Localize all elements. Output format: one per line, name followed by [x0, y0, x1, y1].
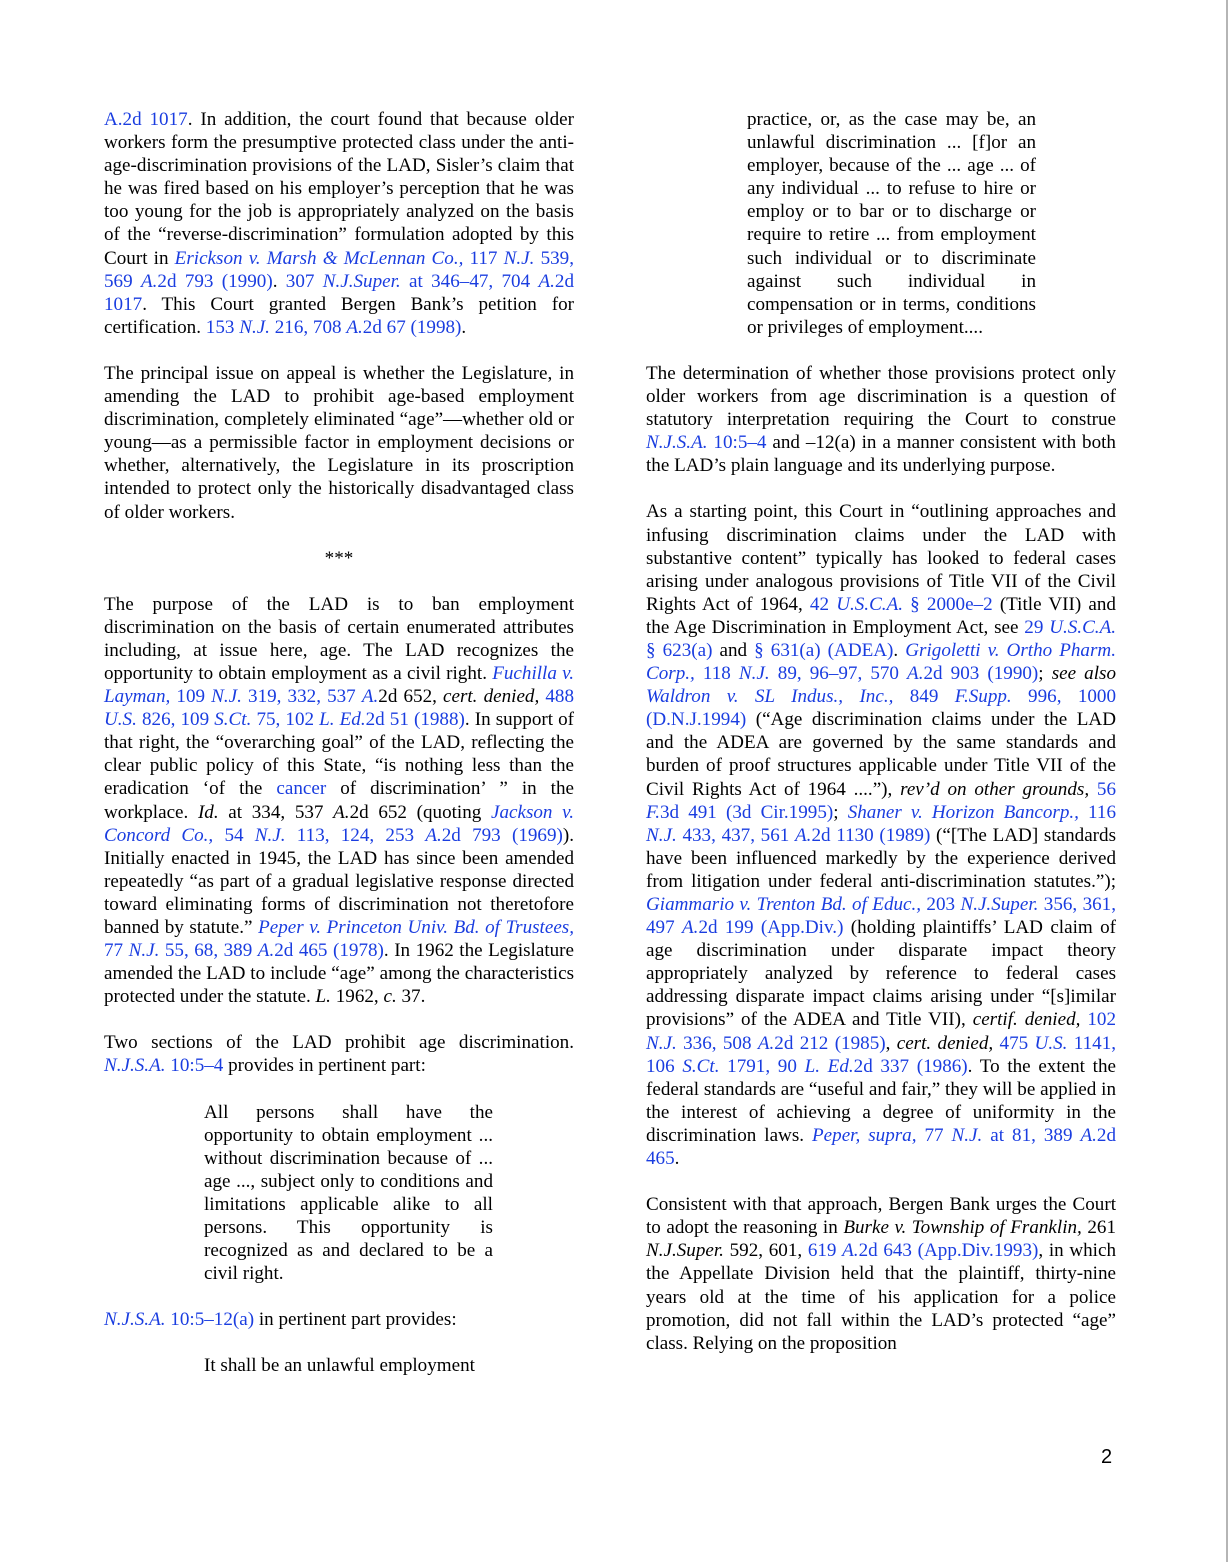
- italic-text: certif. denied,: [972, 1009, 1081, 1031]
- citation-link[interactable]: 2d 67 (1998): [362, 316, 462, 338]
- citation-link[interactable]: F.: [646, 801, 660, 823]
- citation-link[interactable]: 336, 508: [676, 1032, 758, 1054]
- body-text: . In support of that right, the “overarching goal” of the LAD, reflecting the clear public policy of this State, “is nothing less than the eradication ‘of the: [104, 709, 575, 800]
- body-text: (“[The LAD] standards have been influenced markedly by the experience derived from litigation under federal anti-discrimination statutes.”);: [646, 824, 1116, 892]
- citation-link[interactable]: 996, 1000 (D.N.J.1994): [646, 686, 1117, 731]
- citation-link[interactable]: 2d 337 (1986): [853, 1055, 968, 1077]
- citation-link[interactable]: 2d 51 (1988): [365, 709, 465, 731]
- body-text: . To the extent the federal standards are “useful and fair,” they will be applied in the interest of achieving a degree of uniformity in the discrimination laws.: [646, 1055, 1116, 1146]
- citation-link[interactable]: A.: [682, 917, 699, 939]
- citation-link[interactable]: 55, 68, 389: [159, 940, 258, 962]
- block-quote: [204, 1354, 493, 1377]
- citation-link[interactable]: 539, 569: [104, 247, 574, 292]
- italic-text: A.: [333, 801, 350, 823]
- body-text: ;: [1038, 663, 1052, 685]
- paragraph: [104, 593, 574, 1009]
- citation-link[interactable]: A.: [538, 270, 555, 292]
- italic-text: Id.: [197, 801, 219, 823]
- citation-link[interactable]: N.J.: [646, 1032, 677, 1054]
- citation-link[interactable]: 826, 109: [136, 709, 215, 731]
- citation-link[interactable]: 2d 465: [646, 1124, 1117, 1170]
- citation-link[interactable]: 475: [999, 1032, 1035, 1054]
- block-quote: [204, 1101, 493, 1286]
- italic-text: rev’d on other grounds,: [900, 778, 1090, 800]
- section-separator: ***: [324, 547, 354, 569]
- body-text: .: [893, 639, 906, 661]
- body-text: 1962,: [330, 986, 384, 1008]
- citation-link[interactable]: N.J.Super.: [960, 894, 1039, 915]
- citation-link[interactable]: 10:5–4: [707, 432, 767, 454]
- body-text: provides in pertinent part:: [223, 1055, 426, 1077]
- paragraph: [104, 108, 574, 339]
- citation-link[interactable]: 2d 643 (App.Div.1993): [858, 1240, 1039, 1262]
- body-text: .: [674, 1148, 680, 1170]
- citation-link[interactable]: Jackson v. Concord Co.,: [104, 801, 574, 846]
- citation-link[interactable]: Peper, supra,: [812, 1124, 917, 1146]
- body-text: .: [461, 316, 467, 338]
- citation-link[interactable]: N.J.: [211, 686, 242, 708]
- citation-link[interactable]: 2d 903 (1990): [923, 663, 1039, 685]
- paragraph: [646, 1193, 1116, 1355]
- right-column: [646, 108, 1116, 1378]
- page-number: 2: [1101, 1446, 1113, 1468]
- body-text: 2d 652 (quoting: [349, 801, 491, 823]
- citation-link[interactable]: 1141, 106: [646, 1032, 1117, 1077]
- paragraph: [646, 362, 1116, 477]
- citation-link[interactable]: cancer: [276, 778, 327, 800]
- citation-link[interactable]: 2d 793 (1969): [441, 824, 563, 846]
- citation-link[interactable]: L. Ed.: [319, 709, 366, 731]
- citation-link[interactable]: A.: [425, 824, 442, 846]
- citation-link[interactable]: 849: [893, 686, 955, 708]
- citation-link[interactable]: U.S.: [1034, 1032, 1068, 1054]
- body-text: (Title VII) and the Age Discrimination in Employment Act, see: [646, 593, 1116, 638]
- body-text: ,: [885, 1032, 897, 1054]
- citation-link[interactable]: Grigoletti v. Ortho Pharm. Corp.,: [646, 639, 1116, 685]
- citation-link[interactable]: § 2000e–2: [903, 593, 993, 615]
- body-text: 261: [1081, 1217, 1116, 1239]
- citation-link[interactable]: S.Ct.: [682, 1055, 720, 1077]
- citation-link[interactable]: 433, 437, 561: [676, 824, 796, 846]
- citation-link[interactable]: N.J.: [646, 824, 677, 846]
- body-text: . This Court granted Bergen Bank’s petition for certification.: [104, 293, 574, 338]
- citation-link[interactable]: A.: [346, 316, 363, 338]
- citation-link[interactable]: 319, 332, 537: [241, 686, 362, 708]
- body-text: in pertinent part provides:: [254, 1309, 457, 1331]
- citation-link[interactable]: 203: [921, 894, 961, 915]
- body-text: .: [272, 270, 286, 292]
- body-text: practice, or, as the case may be, an unlawful discrimination ... [f]or an employer, because of the ... age ... of any individual ... to refuse to hire or employ or to bar or to discharge or require to retire ... from employment such individual or to discriminate against such individual in compensation or in terms, conditions or privileges of employment....: [747, 109, 1036, 338]
- citation-link[interactable]: 356, 361, 497: [646, 894, 1116, 939]
- italic-text: L.: [315, 986, 331, 1008]
- citation-link[interactable]: A.2d 1017: [104, 109, 188, 130]
- citation-link[interactable]: 118: [694, 663, 739, 685]
- citation-link[interactable]: Waldron v. SL Indus., Inc.,: [646, 686, 894, 708]
- citation-link[interactable]: A.: [1080, 1124, 1097, 1146]
- body-text: All persons shall have the opportunity to obtain employment ... without discrimination because of ... age ..., subject only to conditions and limitations applicable alike to all persons. This opportunity is recognized as and declared to be a civil right.: [204, 1101, 493, 1285]
- citation-link[interactable]: N.J.S.A.: [104, 1309, 166, 1331]
- italic-text: Burke v. Township of Franklin,: [843, 1217, 1082, 1239]
- paragraph: [104, 362, 574, 524]
- citation-link[interactable]: A.: [795, 824, 812, 846]
- citation-link[interactable]: A.: [361, 686, 379, 708]
- citation-link[interactable]: 54: [213, 824, 255, 846]
- body-text: at 334, 537: [218, 801, 334, 823]
- citation-link[interactable]: 109: [170, 686, 212, 708]
- citation-link[interactable]: A.: [842, 1240, 859, 1262]
- citation-link[interactable]: A.: [757, 1032, 775, 1054]
- citation-link[interactable]: 10:5–12(a): [165, 1309, 255, 1331]
- citation-link[interactable]: 89, 96–97, 570: [769, 663, 908, 685]
- body-text: , in which the Appellate Division held that the plaintiff, thirty-nine years old at the time of his application for a police promotion, did not fall within the LAD’s protected “age” class. Relying on the proposition: [646, 1240, 1116, 1354]
- citation-link[interactable]: N.J.S.A.: [646, 432, 708, 454]
- citation-link[interactable]: 2d 465 (1978): [274, 940, 384, 962]
- left-column: [104, 108, 574, 1378]
- citation-link[interactable]: U.S.C.A.: [836, 593, 904, 615]
- body-text: . In addition, the court found that because older workers form the presumptive protected class under the anti-age-discrimination provisions of the LAD, Sisler’s claim that he was fired based on his employer’s perception that he was too young for the job is appropriately analyzed on the basis of the “reverse-discrimination” formulation adopted by this Court in: [104, 109, 574, 269]
- citation-link[interactable]: N.J.: [951, 1124, 983, 1146]
- body-text: and –12(a) in a manner consistent with both the LAD’s plain language and its underlying purpose.: [646, 432, 1116, 477]
- italic-text: c.: [383, 986, 397, 1008]
- citation-link[interactable]: N.J.S.A.: [104, 1055, 166, 1077]
- citation-link[interactable]: at 346–47, 704: [400, 270, 539, 292]
- italic-text: N.J.Super.: [646, 1240, 724, 1262]
- citation-link[interactable]: Peper v. Princeton Univ. Bd. of Trustees,: [258, 917, 574, 938]
- citation-link[interactable]: N.J.: [128, 940, 160, 962]
- citation-link[interactable]: 42: [809, 593, 837, 615]
- citation-link[interactable]: 3d 491 (3d Cir.1995): [659, 801, 834, 823]
- citation-link[interactable]: 307: [285, 270, 323, 292]
- citation-link[interactable]: 77: [916, 1124, 952, 1146]
- italic-text: cert. denied,: [896, 1032, 994, 1054]
- body-text: [1089, 779, 1097, 800]
- citation-link[interactable]: A.: [140, 270, 158, 292]
- body-text: As a starting point, this Court in “outlining approaches and infusing discrimination claims under the LAD with substantive content” typically has looked to federal cases arising under analogous provisions of Title VII of the Civil Rights Act of 1964,: [646, 501, 1116, 615]
- italic-text: see also: [1051, 663, 1116, 685]
- citation-link[interactable]: U.S.C.A.: [1049, 616, 1117, 638]
- citation-link[interactable]: 153: [205, 316, 240, 338]
- body-text: It shall be an unlawful employment: [204, 1355, 475, 1377]
- body-text: The principal issue on appeal is whether the Legislature, in amending the LAD to prohibit age-based employment discrimination, completely eliminated “age”—whether old or young—as a permissible factor in employment decisions or whether, alternatively, the Legislature in its proscription intended to protect only the historically disadvantaged class of older workers.: [104, 362, 574, 523]
- citation-link[interactable]: S.Ct.: [214, 709, 252, 731]
- citation-link[interactable]: Erickson v. Marsh & McLennan Co.,: [174, 247, 464, 269]
- body-text: The determination of whether those provisions protect only older workers from age discrimination is a question of statutory interpretation requiring the Court to construe: [646, 362, 1116, 431]
- citation-link[interactable]: N.J.: [738, 663, 770, 685]
- citation-link[interactable]: at 81, 389: [982, 1124, 1081, 1146]
- body-text: Consistent with that approach, Bergen Bank urges the Court to adopt the reasoning in: [646, 1194, 1116, 1239]
- citation-link[interactable]: N.J.Super.: [322, 270, 401, 292]
- citation-link[interactable]: 1791, 90: [719, 1055, 805, 1077]
- block-quote-continued: [747, 108, 1036, 339]
- body-text: ). Initially enacted in 1945, the LAD has since been amended repeatedly “as part of a gradual legislative response directed toward eliminating forms of discrimination not theretofore banned by statute.”: [104, 824, 575, 938]
- citation-link[interactable]: A.: [907, 663, 924, 685]
- body-text: . In 1962 the Legislature amended the LAD to include “age” among the characteristics protected under the statute.: [104, 940, 575, 1008]
- citation-link[interactable]: 56: [1096, 778, 1116, 800]
- body-text: Two sections of the LAD prohibit age discrimination.: [104, 1032, 574, 1054]
- citation-link[interactable]: A.: [257, 940, 275, 962]
- body-text: (holding plaintiffs’ LAD claim of age discrimination under disparate impact theory appropriately analyzed by reference to federal cases addressing disparate impact claims arising under “[s]imilar provisions” of the ADEA and Title VII),: [646, 917, 1116, 1031]
- citation-link[interactable]: 116: [1078, 801, 1116, 823]
- citation-link[interactable]: N.J.: [239, 316, 270, 338]
- citation-link[interactable]: 2d 1130 (1989): [811, 824, 931, 846]
- citation-link[interactable]: § 631(a) (ADEA): [754, 639, 894, 661]
- citation-link[interactable]: N.J.: [254, 824, 286, 846]
- citation-link[interactable]: N.J.: [503, 247, 535, 269]
- body-text: 592, 601,: [723, 1240, 808, 1262]
- citation-link[interactable]: 102: [1087, 1009, 1116, 1031]
- citation-link[interactable]: Fuchilla v. Layman,: [104, 662, 574, 708]
- citation-link[interactable]: 488: [545, 686, 574, 708]
- body-text: and: [712, 639, 755, 661]
- citation-link[interactable]: L. Ed.: [804, 1055, 854, 1077]
- body-text: of discrimination’ ” in the workplace.: [104, 778, 574, 823]
- citation-link[interactable]: 77: [104, 940, 129, 962]
- citation-link[interactable]: 113, 124, 253: [285, 824, 426, 846]
- citation-link[interactable]: Giammario v. Trenton Bd. of Educ.,: [646, 894, 922, 915]
- citation-link[interactable]: U.S.: [104, 709, 137, 731]
- citation-link[interactable]: 10:5–4: [165, 1055, 224, 1077]
- body-text: ;: [833, 801, 848, 823]
- citation-link[interactable]: 117: [463, 247, 504, 269]
- citation-link[interactable]: 2d 212 (1985): [774, 1032, 886, 1054]
- paragraph: [104, 1308, 574, 1331]
- paragraph: [104, 1031, 574, 1077]
- citation-link[interactable]: 2d 1017: [104, 270, 574, 315]
- body-text: 37.: [396, 986, 426, 1008]
- citation-link[interactable]: 2d 793 (1990): [157, 270, 273, 292]
- citation-link[interactable]: Shaner v. Horizon Bancorp.,: [847, 801, 1079, 823]
- citation-link[interactable]: F.Supp.: [954, 686, 1012, 708]
- citation-link[interactable]: 2d 199 (App.Div.): [698, 917, 844, 939]
- citation-link[interactable]: 75, 102: [251, 709, 320, 731]
- citation-link[interactable]: 216, 708: [269, 316, 347, 338]
- italic-text: cert. denied,: [443, 686, 540, 708]
- citation-link[interactable]: 29: [1024, 616, 1050, 638]
- body-text: (“Age discrimination claims under the LAD and the ADEA are governed by the same standards and burden of proof structures applicable under Title VII of the Civil Rights Act of 1964 ....”),: [646, 709, 1116, 800]
- body-text: 2d 652,: [378, 686, 443, 708]
- citation-link[interactable]: 619: [807, 1240, 843, 1262]
- citation-link[interactable]: § 623(a): [646, 639, 713, 661]
- body-text: The purpose of the LAD is to ban employment discrimination on the basis of certain enumerated attributes including, at issue here, age. The LAD recognizes the opportunity to obtain employment as a civil right.: [104, 593, 574, 684]
- paragraph: [646, 500, 1116, 1170]
